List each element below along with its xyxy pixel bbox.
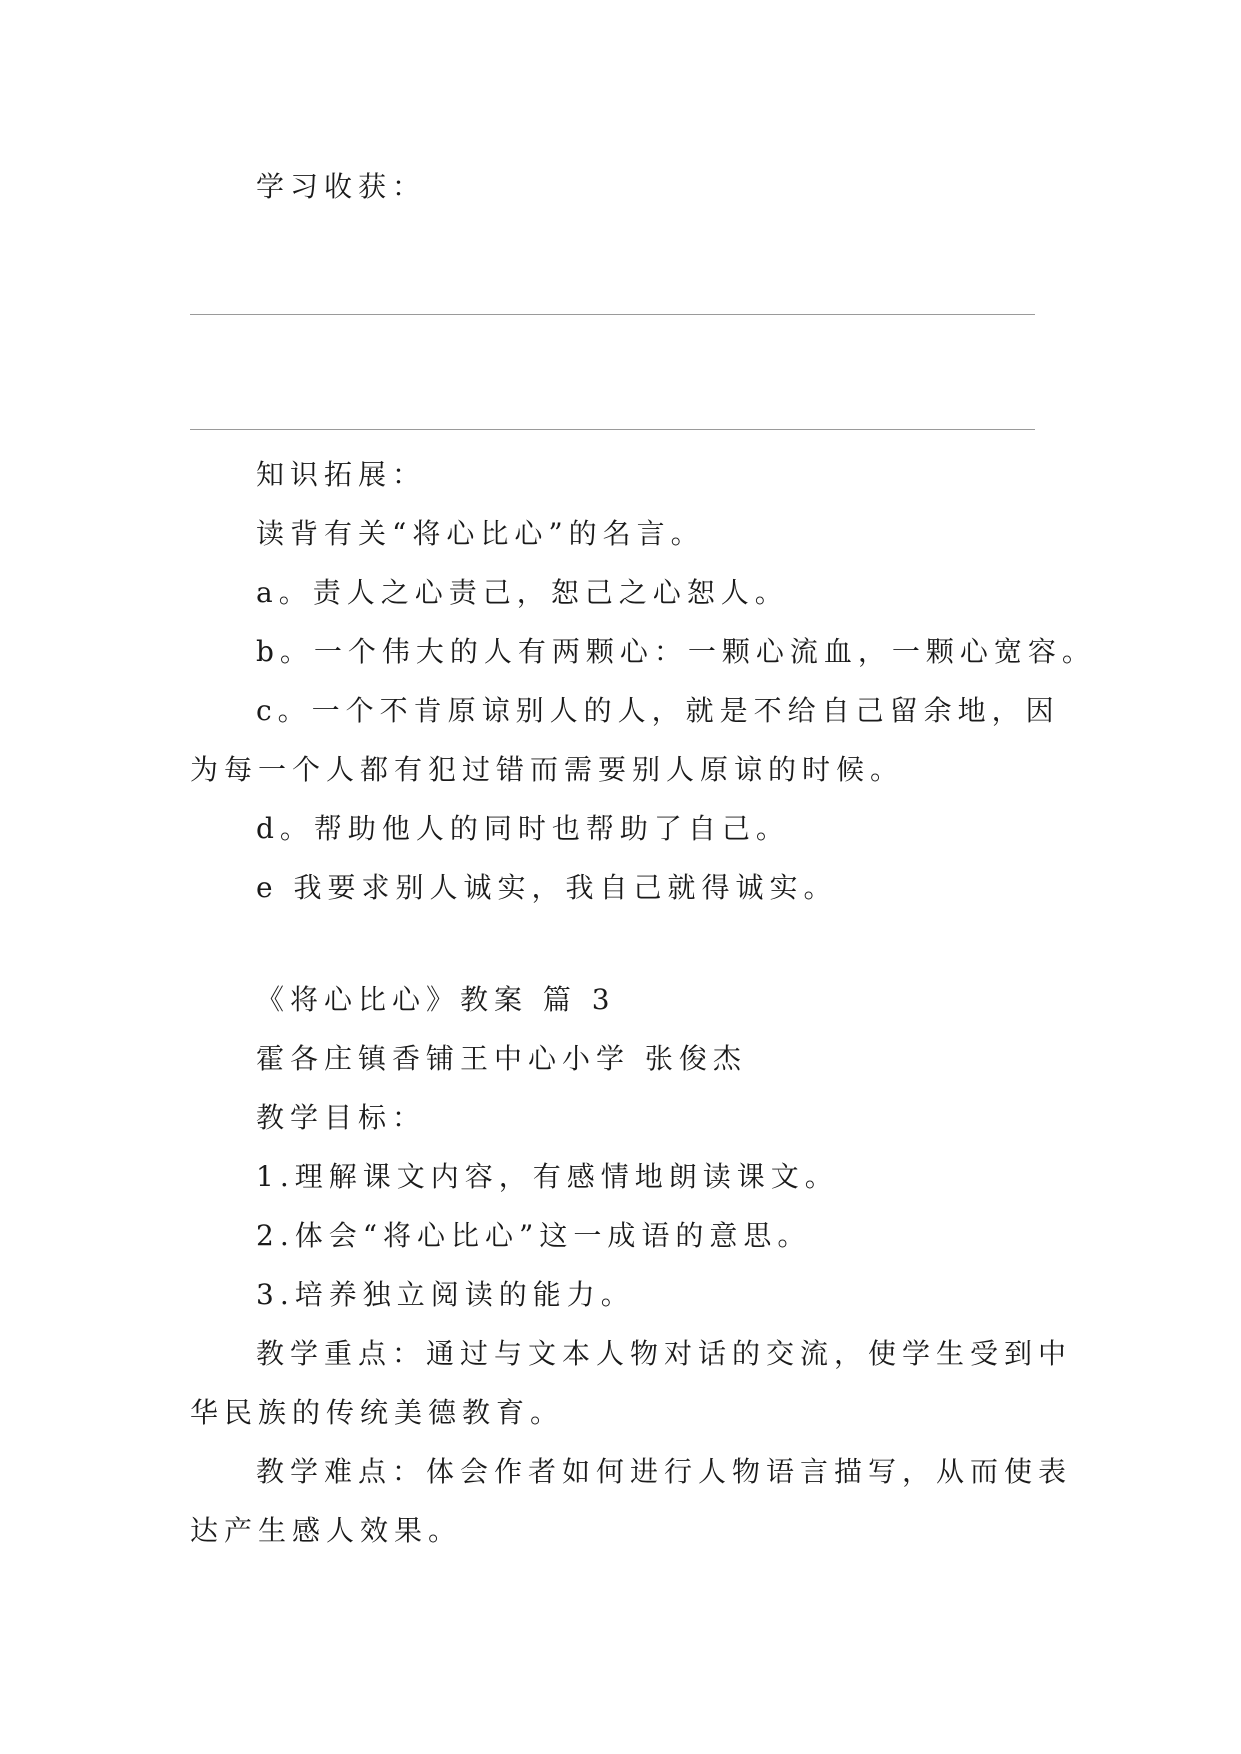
quote-d: d。帮助他人的同时也帮助了自己。 (256, 812, 790, 845)
goal-1: 1.理解课文内容，有感情地朗读课文。 (256, 1160, 839, 1193)
knowledge-expansion-intro: 读背有关“将心比心”的名言。 (256, 517, 705, 550)
goals-label: 教学目标： (256, 1101, 427, 1134)
difficulty-line1: 教学难点：体会作者如何进行人物语言描写，从而使表 (256, 1455, 1073, 1488)
quote-c-line2: 为每一个人都有犯过错而需要别人原谅的时候。 (190, 753, 905, 786)
quote-c-line1: c。一个不肯原谅别人的人，就是不给自己留余地，因 (256, 694, 1060, 727)
goal-2: 2.体会“将心比心”这一成语的意思。 (256, 1219, 812, 1252)
key-point-line2: 华民族的传统美德教育。 (190, 1396, 565, 1429)
quote-a: a。责人之心责己，恕己之心恕人。 (256, 576, 789, 609)
quote-b: b。一个伟大的人有两颗心：一颗心流血，一颗心宽容。 (256, 635, 1096, 668)
difficulty-line2: 达产生感人效果。 (190, 1514, 463, 1547)
key-point-line1: 教学重点：通过与文本人物对话的交流，使学生受到中 (256, 1337, 1073, 1370)
quote-e: e 我要求别人诚实，我自己就得诚实。 (256, 871, 838, 904)
lesson3-author: 霍各庄镇香铺王中心小学 张俊杰 (256, 1042, 747, 1075)
knowledge-expansion-label: 知识拓展： (256, 458, 427, 491)
lesson3-title: 《将心比心》教案 篇 3 (256, 983, 616, 1016)
learning-gains-label: 学习收获： (256, 170, 427, 203)
answer-blank-line-2 (190, 429, 1035, 430)
goal-3: 3.培养独立阅读的能力。 (256, 1278, 635, 1311)
answer-blank-line-1 (190, 314, 1035, 315)
